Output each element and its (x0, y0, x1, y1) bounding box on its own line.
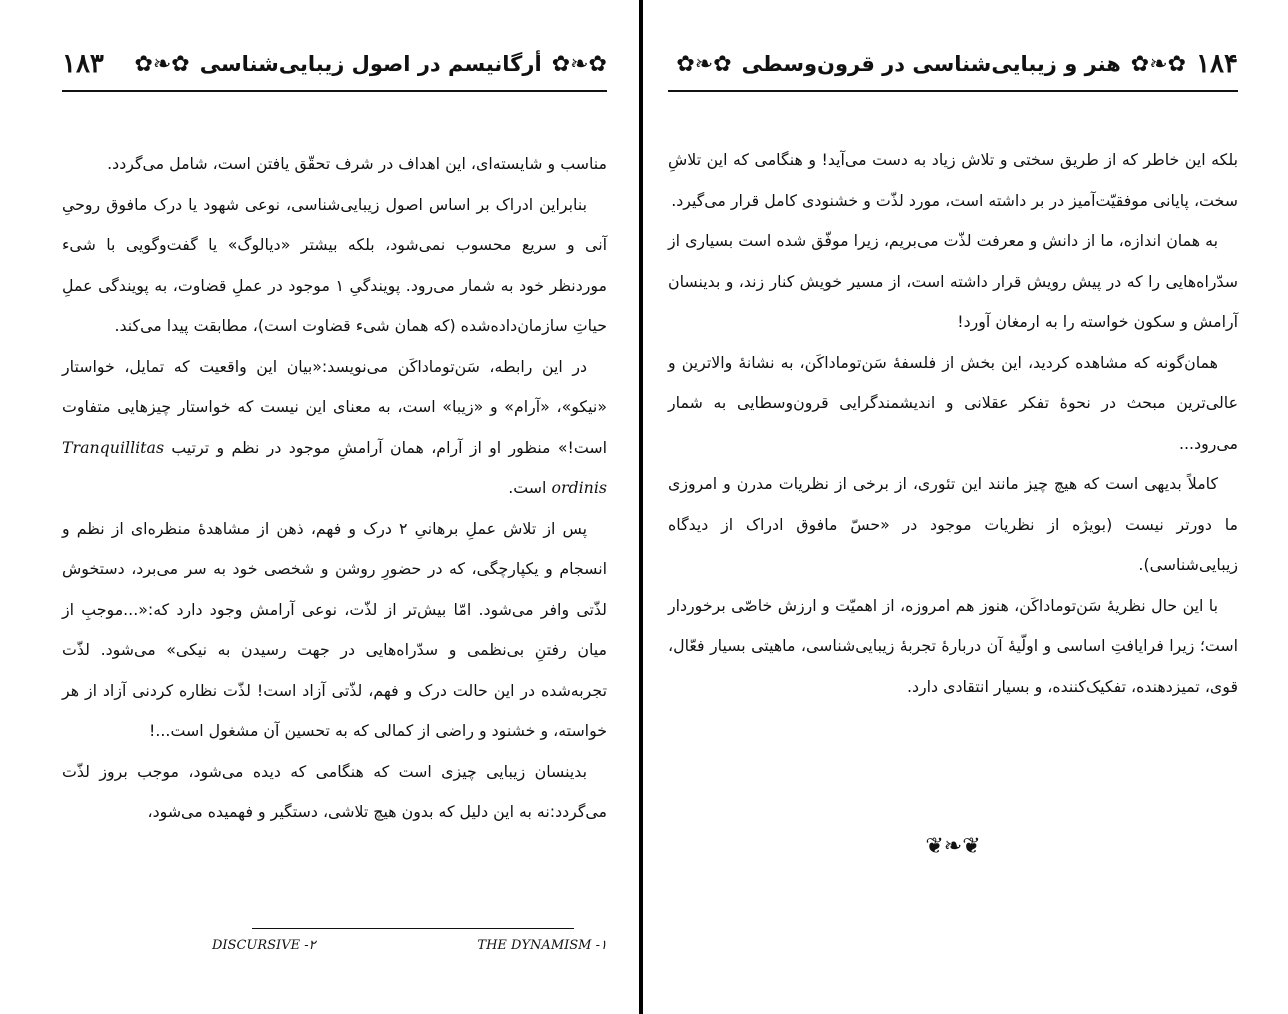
latin-term: Tranquillitas ordinis (62, 437, 607, 497)
page-number: ۱۸۴ (1196, 49, 1238, 79)
footnotes (212, 938, 607, 953)
right-page-header (668, 38, 1238, 90)
running-title: هنر و زیبایی‌شناسی در قرون‌وسطی (741, 52, 1121, 76)
paragraph: بنابراین ادراک بر اساس اصول زیبایی‌شناسی، نوعی شهود یا درک مافوق روحیِ آنی و سریع محسوب نمی‌شود، بلکه بیشتر «دیالوگ» یا گفت‌وگویی با شیء موردنظر خود به شمار می‌رود. پویندگیِ ۱ موجود در عملِ قضاوت، به پویندگی عملِ حیاتِ سازمان‌داده‌شده (که همان شیء قضاوت است)، مطابقت پیدا می‌کند. (62, 194, 607, 335)
section-end-ornament-icon: ❦❧❦ (925, 834, 981, 859)
page-number: ۱۸۳ (62, 49, 104, 79)
paragraph-text: در این رابطه، سَن‌توماداکَن می‌نویسد:«بیان این واقعیت که تمایل، خواستار «نیکو»، «آرام» و «زیبا» است، به معنای این نیست که خواستار چیزهایی متفاوت است!» منظور او از آرام، همان آرامشِ موجود در نظم و ترتیب (62, 356, 607, 457)
paragraph: پس از تلاش عملِ برهانیِ ۲ درک و فهم، ذهن از مشاهدهٔ منظره‌ای از نظم و انسجام و یکپارچگی، که در حضورِ روشن و شخصی خود به سر می‌برد، دستخوش لذّتی وافر می‌شود. امّا بیش‌تر از لذّت، نوعی آرامش وجود دارد که:«...موجبِ از میان رفتنِ بی‌نظمی و سدّراه‌هایی در جهت رسیدن به نیکی» می‌شود. لذّت تجربه‌شده در این حالت درک و فهم، لذّتی آزاد است! لذّت نظاره کردنی آزاد از هر خواسته، و خشنود و راضی از کمالی که به تحسین آن مشغول است...! (62, 518, 607, 740)
header-rule (62, 90, 607, 92)
paragraph: بلکه این خاطر که از طریق سختی و تلاش زیاد به دست می‌آید! و هنگامی که این تلاشِ سخت، پایانی موفقیّت‌آمیز در بر داشته است، مورد لذّت و خشنودی کامل قرار می‌گیرد. (668, 150, 1238, 210)
left-body-text (62, 144, 607, 833)
footnote-rule (252, 928, 574, 929)
right-page (668, 0, 1238, 1014)
left-page-header (62, 38, 607, 90)
book-spine (639, 0, 643, 1014)
header-ornament: ✿❧✿ (1130, 51, 1187, 77)
header-ornament: ✿❧✿ (134, 51, 190, 77)
header-ornament: ✿❧✿ (551, 51, 607, 77)
paragraph: کاملاً بدیهی است که هیچ چیز مانند این تئوری، از برخی از نظریات مدرن و امروزی ما دورتر نیست (بویژه از نظریات موجود در «حسّ مافوق ادراک از دیدگاه زیبایی‌شناسی). (668, 474, 1238, 574)
paragraph: با این حال نظریهٔ سَن‌توماداکَن، هنوز هم امروزه، از اهمیّت و ارزش خاصّی برخوردار است؛ زیرا فرایافتِ اساسی و اولّیهٔ آن دربارهٔ تجربهٔ زیبایی‌شناسی، ماهیتی بسیار فعّال، قوی، تمیزدهنده، تفکیک‌کننده، و بسیار انتقادی دارد. (668, 595, 1238, 696)
latin-suffix: است. (508, 478, 547, 497)
header-ornament: ✿❧✿ (676, 51, 732, 77)
footnote-2: DISCURSIVE -۲ (212, 938, 316, 953)
paragraph: مناسب و شایسته‌ای، این اهداف در شرف تحقّق یافتن است، شامل می‌گردد. (107, 154, 607, 173)
running-title: أرگانیسم در اصول زیبایی‌شناسی (199, 52, 542, 76)
paragraph: بدینسان زیبایی چیزی است که هنگامی که دیده می‌شود، موجب بروز لذّت می‌گردد:نه به این دلیل که بدون هیچ تلاشی، دستگیر و فهمیده می‌شود، (62, 761, 607, 821)
left-page (62, 0, 607, 1014)
paragraph (62, 347, 607, 509)
header-rule (668, 90, 1238, 92)
paragraph: به همان اندازه، ما از دانش و معرفت لذّت می‌بریم، زیرا موفّق شده است بسیاری از سدّراه‌هایی را که در پیش رویش قرار داشته است، از مسیر خویش کنار زند، و بدینسان آرامش و سکون خواسته را به ارمغان آورد! (668, 231, 1238, 331)
footnote-1: THE DYNAMISM -۱ (477, 938, 607, 953)
right-body-text (668, 140, 1238, 707)
paragraph: همان‌گونه که مشاهده کردید، این بخش از فلسفهٔ سَن‌توماداکَن، به نشانهٔ والاترین و عالی‌ترین مبحث در نحوهٔ تفکر عقلانی و اندیشمندگرایی قرون‌وسطایی به شمار می‌رود... (668, 352, 1238, 453)
